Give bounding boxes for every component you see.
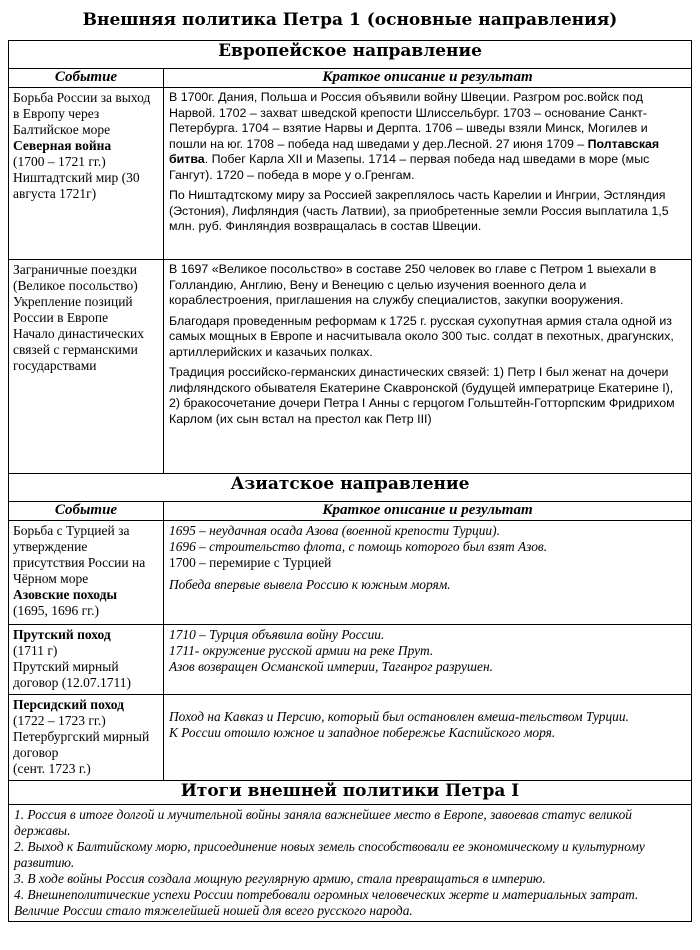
event-cell [9, 695, 164, 781]
description-line: 1711- окружение русской армии на реке Прут. [169, 643, 434, 658]
description-cell [164, 695, 692, 781]
table-row [9, 88, 692, 260]
description-cell [164, 625, 692, 695]
event-text: Укрепление позиций России в Европе [13, 294, 133, 325]
results-heading: Итоги внешней политики Петра I [9, 781, 692, 805]
event-dates: (сент. 1723 г.) [13, 761, 91, 776]
event-text: Ништадтский мир (30 августа 1721г) [13, 170, 140, 201]
event-text: Петербургский мирный договор [13, 729, 150, 760]
event-cell [9, 521, 164, 625]
description-paragraph: Благодаря проведенным реформам к 1725 г. русская сухопутная армия стала одной из самых мощных в Европе и насчитывала около 300 тыс. солдат в пехотных, драгунских, артиллерийских и казачьих полках. [169, 313, 674, 359]
description-line: 1695 – неудачная осада Азова (военной крепости Турции). [169, 523, 500, 538]
description-paragraph: Традиция российско-германских династических связей: 1) Петр I был женат на дочери лифляндского обывателя Екатерине Скавронской (будущей императрице Екатерине I), 2) бракосочетание дочери Петра I Анны с герцогом Гольштейн-Готторпским Фридрихом Карлом (их сын встал на престол как Петр III) [169, 365, 675, 426]
document-title: Внешняя политика Петра 1 (основные направления) [82, 10, 618, 30]
event-name: Персидский поход [13, 697, 124, 712]
table-row [9, 260, 692, 474]
event-cell [9, 88, 164, 260]
event-text: Борьба России за выход в Европу через Балтийское море [13, 90, 151, 137]
description-line: 1710 – Турция объявила войну России. [169, 627, 385, 642]
description-line: Азов возвращен Османской империи, Таганрог разрушен. [169, 659, 493, 674]
policy-table [8, 40, 692, 922]
result-item: 2. Выход к Балтийскому морю, присоединение новых земель способствовали ее экономическому и культурному развитию. [14, 839, 645, 870]
description-paragraph: В 1697 «Великое посольство» в составе 250 человек во главе с Петром 1 выехали в Голландию, Англию, Вену и Венецию с целью изучения военного дела и кораблестроения, приглашения на службу специалистов, закупки вооружения. [169, 262, 657, 307]
description-text: В 1700г. Дания, Польша и Россия объявили войну Швеции. Разгром рос.войск под Нарвой. 1702 – захват шведской крепости Шлиссельбург. 1703 – основание Санкт-Петербурга. 1704 – взятие Нарвы и Дерпта. 1706 – шведы взяли Минск, Могилев и пошли на юг. 1708 – победа над шведами у дер.Лесной. 27 июня 1709 – [169, 90, 648, 151]
table-row [9, 695, 692, 781]
event-name: Северная война [13, 138, 112, 153]
table-row [9, 625, 692, 695]
description-cell [164, 521, 692, 625]
description-cell [164, 260, 692, 474]
event-text: Заграничные поездки (Великое посольство) [13, 262, 138, 293]
description-line: К России отошло южное и западное побережье Каспийского моря. [169, 725, 556, 740]
event-text: Борьба с Турцией за утверждение присутствия России на Чёрном море [13, 523, 146, 586]
description-cell [164, 88, 692, 260]
europe-section-heading: Европейское направление [9, 41, 692, 69]
result-item: 1. Россия в итоге долгой и мучительной войны заняла важнейшее место в Европе, завоевав статус великой державы. [14, 807, 632, 838]
description-line: Победа впервые вывела Россию к южным морям. [169, 577, 451, 592]
europe-col-desc-header: Краткое описание и результат [164, 69, 692, 88]
event-name: Прутский поход [13, 627, 111, 642]
result-item: 4. Внешнеполитические успехи России потребовали огромных человеческих жерте и материальных затрат. Величие России стало тяжелейшей ношей для всего русского народа. [14, 887, 639, 918]
event-cell [9, 260, 164, 474]
results-list [9, 805, 692, 922]
event-text: Прутский мирный договор (12.07.1711) [13, 659, 131, 690]
event-dates: (1711 г) [13, 643, 58, 658]
table-row [9, 521, 692, 625]
event-dates: (1700 – 1721 гг.) [13, 154, 106, 169]
event-name: Азовские походы [13, 587, 118, 602]
asia-col-desc-header: Краткое описание и результат [164, 502, 692, 521]
asia-col-event-header: Событие [9, 502, 164, 521]
description-paragraph [169, 90, 686, 183]
highlight-text: Полтавская битва [169, 136, 660, 166]
event-cell [9, 625, 164, 695]
event-text: Начало династических связей с германскими государствами [13, 326, 145, 373]
description-line: 1700 – перемирие с Турцией [169, 555, 332, 570]
europe-col-event-header: Событие [9, 69, 164, 88]
event-dates: (1695, 1696 гг.) [13, 603, 100, 618]
result-item: 3. В ходе войны Россия создала мощную регулярную армию, стала превращаться в империю. [14, 871, 546, 886]
event-dates: (1722 – 1723 гг.) [13, 713, 106, 728]
description-text: . Побег Карла XII и Мазепы. 1714 – первая победа над шведами в море (мыс Гангут). 1720 – победа в море у о.Гренгам. [169, 152, 650, 182]
asia-section-heading: Азиатское направление [9, 474, 692, 502]
description-line: Поход на Кавказ и Персию, который был остановлен вмеша-тельством Турции. [169, 709, 629, 724]
description-line: 1696 – строительство флота, с помощь которого был взят Азов. [169, 539, 548, 554]
description-paragraph: По Ништадтскому миру за Россией закреплялось часть Карелии и Ингрии, Эстляндия (Эстония), Лифляндия (часть Латвии), за приобретенные земли Россия выплатила 1,5 млн. руб. Финляндия возвращалась в состав Швеции. [169, 188, 669, 233]
